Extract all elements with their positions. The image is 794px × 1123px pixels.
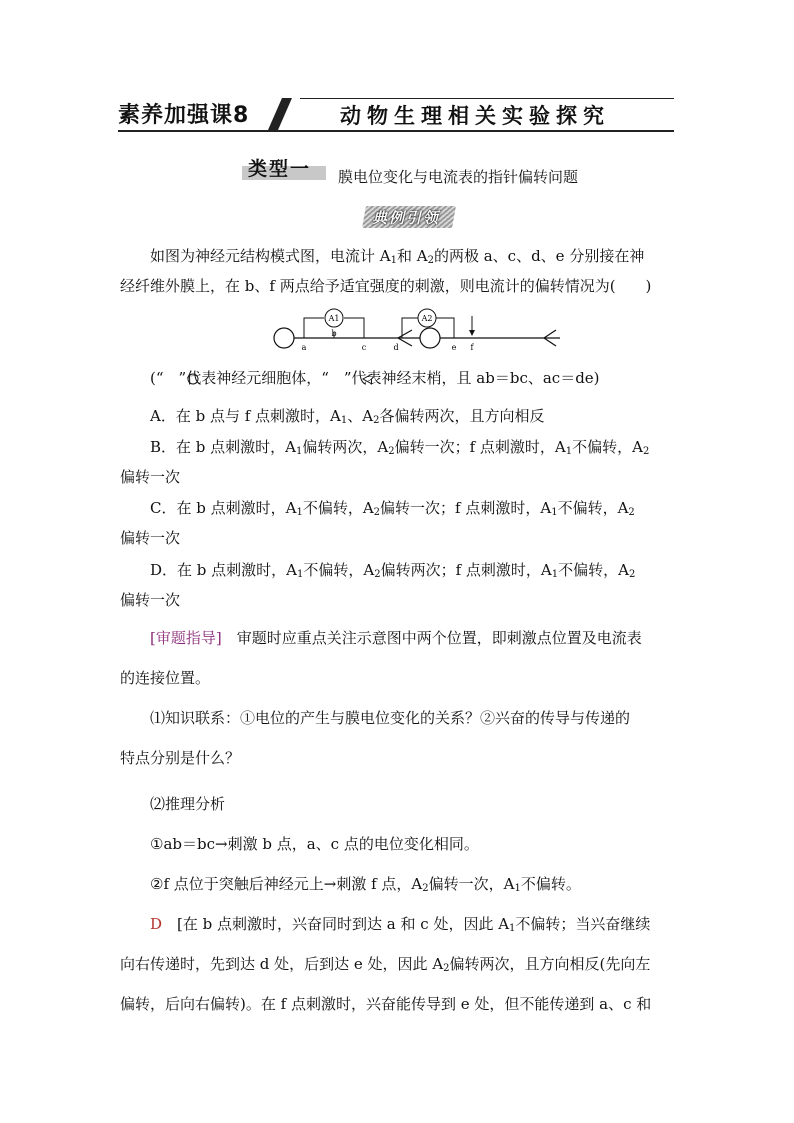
answer-line-1 (150, 914, 650, 934)
example-tag-label: 典例引领 (372, 209, 441, 227)
opt-a-3: 各偏转两次，且方向相反 (379, 407, 545, 425)
sub: 1 (565, 446, 573, 457)
banner-rule (118, 130, 674, 132)
q1-part-c: 的两极 a、c、d、e 分别接在神 (433, 247, 645, 265)
sub: 2 (443, 963, 450, 974)
reasoning-line-1: ①ab＝bc→刺激 b 点，a、c 点的电位变化相同。 (150, 835, 479, 853)
knowledge-line-2: 特点分别是什么？ (120, 749, 241, 767)
guide-label: [审题指导] (150, 629, 222, 647)
opt-b-1: B．在 b 点刺激时，A (150, 438, 296, 456)
guide-line-1 (150, 628, 642, 648)
sub: 1 (551, 569, 559, 580)
sub: 2 (628, 569, 636, 580)
point-a: a (301, 343, 307, 352)
guide-text-1: 审题时应重点关注示意图中两个位置，即刺激点位置及电流表 (221, 629, 642, 647)
reasoning-line-2 (150, 874, 581, 894)
point-b: b (331, 329, 337, 338)
sub: 1 (551, 507, 558, 518)
point-c: c (361, 343, 367, 352)
opt-d-2: 不偏转，A (303, 561, 375, 579)
r2-part-a: ②f 点位于突触后神经元上→刺激 f 点，A (150, 875, 423, 893)
r2-part-b: 偏转一次，A (428, 875, 515, 893)
answer-letter: D (150, 915, 163, 933)
option-c (150, 498, 635, 518)
opt-a-1: A．在 b 点与 f 点刺激时，A (150, 407, 341, 425)
opt-b-4: 不偏转，A (572, 438, 643, 456)
diagram-caption: (“ ”代表神经元细胞体，“ ”代表神经末梢，且 ab＝bc、ac＝de) (150, 369, 600, 387)
banner-top-rule (300, 98, 674, 99)
option-b (150, 437, 649, 457)
banner-slash-icon (268, 98, 292, 130)
q1-part-b: 和 A (396, 247, 428, 265)
option-a (150, 406, 545, 426)
sub: 2 (373, 415, 380, 426)
question-line-1 (150, 246, 644, 266)
ans-1-b: 不偏转；当兴奋继续 (515, 915, 651, 933)
opt-d-4: 不偏转，A (558, 561, 629, 579)
cell-body-icon (274, 328, 294, 348)
option-c-cont: 偏转一次 (120, 529, 181, 547)
point-f: f (470, 343, 474, 352)
ans-2-b: 偏转两次，且方向相反(先向左 (449, 955, 651, 973)
opt-c-2: 不偏转，A (302, 499, 374, 517)
point-d: d (393, 343, 399, 352)
neuron-diagram (270, 306, 570, 356)
option-b-cont: 偏转一次 (120, 468, 181, 486)
meter-a2-label: A2 (421, 314, 433, 323)
sub: 1 (296, 507, 303, 518)
sub: 1 (390, 255, 397, 266)
sub: 2 (628, 507, 635, 518)
meter-a1-label: A1 (328, 314, 340, 323)
cell-body-symbol-icon (186, 372, 200, 386)
sub: 1 (514, 883, 521, 894)
sub: 2 (422, 883, 429, 894)
q1-part-a: 如图为神经元结构模式图，电流计 A (150, 247, 391, 265)
page-title: 动物生理相关实验探究 (340, 103, 610, 128)
answer-line-2 (120, 954, 650, 974)
sub: 1 (340, 415, 348, 426)
nerve-ending-symbol-icon (360, 372, 374, 386)
opt-d-3: 偏转两次；f 点刺激时，A (380, 561, 552, 579)
type-tag (242, 154, 326, 180)
point-e: e (451, 343, 457, 352)
sub: 1 (509, 923, 516, 934)
guide-line-2: 的连接位置。 (120, 669, 211, 687)
course-label: 素养加强课8 (118, 103, 250, 128)
r2-part-c: 不偏转。 (520, 875, 581, 893)
example-tag (364, 206, 454, 230)
sub: 2 (373, 507, 381, 518)
sub: 2 (388, 446, 395, 457)
opt-b-2: 偏转两次，A (302, 438, 389, 456)
type-subtitle: 膜电位变化与电流表的指针偏转问题 (338, 168, 579, 186)
reasoning-title: ⑵推理分析 (150, 795, 226, 813)
sub: 2 (427, 255, 434, 266)
opt-b-3: 偏转一次；f 点刺激时，A (394, 438, 566, 456)
question-line-2: 经纤维外膜上，在 b、f 两点给予适宜强度的刺激，则电流计的偏转情况为( ) (120, 277, 652, 295)
option-d (150, 560, 635, 580)
sub: 1 (297, 569, 304, 580)
type-tag-label: 类型一 (248, 158, 312, 180)
sub: 2 (374, 569, 381, 580)
opt-c-4: 不偏转，A (557, 499, 629, 517)
opt-a-2: 、A (347, 407, 374, 425)
answer-line-3: 偏转，后向右偏转)。在 f 点刺激时，兴奋能传导到 e 处，但不能传递到 a、c 和 (120, 995, 652, 1013)
ans-2-a: 向右传递时，先到达 d 处，后到达 e 处，因此 A (120, 955, 444, 973)
opt-d-1: D．在 b 点刺激时，A (150, 561, 297, 579)
knowledge-line-1: ⑴知识联系：①电位的产生与膜电位变化的关系？②兴奋的传导与传递的 (150, 709, 631, 727)
cell-body-2-icon (420, 328, 440, 348)
opt-c-1: C．在 b 点刺激时，A (150, 499, 297, 517)
sub: 1 (296, 446, 303, 457)
opt-c-3: 偏转一次；f 点刺激时，A (380, 499, 552, 517)
ans-1-a: [在 b 点刺激时，兴奋同时到达 a 和 c 处，因此 A (162, 915, 510, 933)
sub: 2 (642, 446, 650, 457)
option-d-cont: 偏转一次 (120, 591, 181, 609)
